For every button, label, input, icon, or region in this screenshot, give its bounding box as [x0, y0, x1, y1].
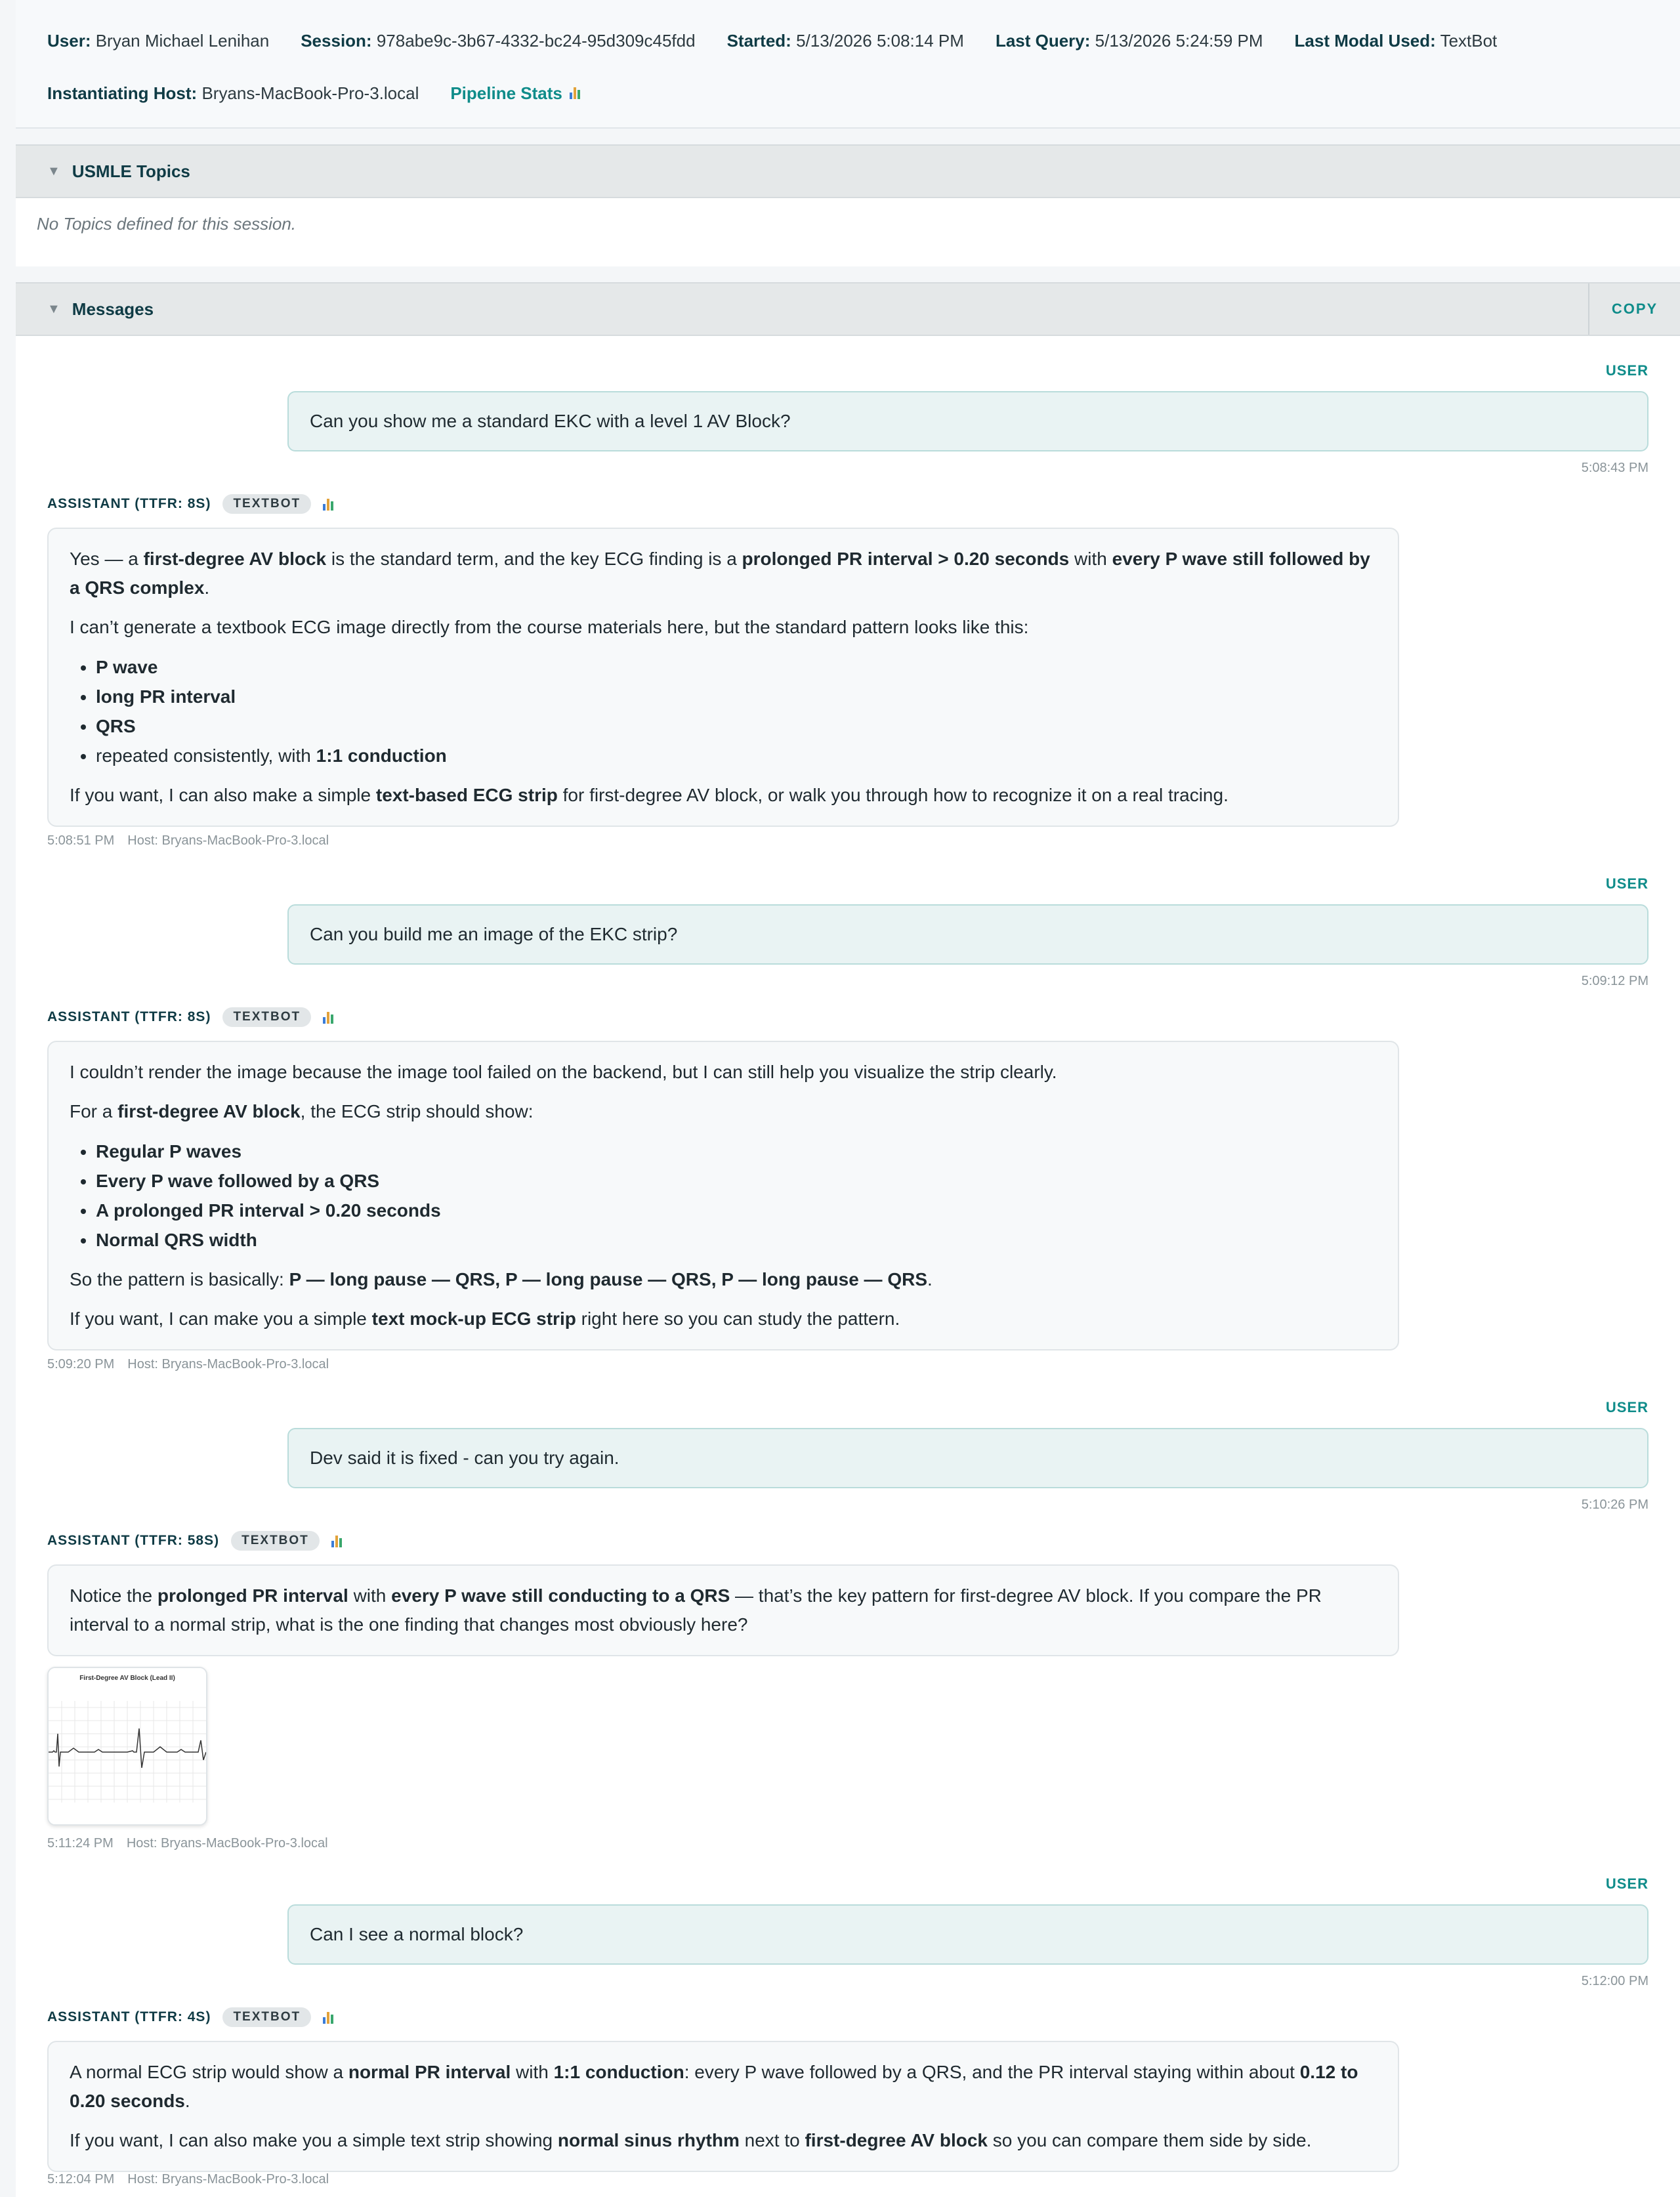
assistant-message-bubble [47, 1041, 1399, 1350]
assistant-label: ASSISTANT (TTFR: 8S) [47, 496, 211, 511]
messages-header[interactable] [16, 282, 1680, 336]
assistant-paragraph: If you want, I can also make a simple text-based ECG strip for first-degree AV block, or walk you through how to recognize it on a real tracing. [70, 785, 1228, 805]
spacer [16, 266, 1680, 282]
ecg-thumb-title: First-Degree AV Block (Lead II) [79, 1675, 175, 1682]
user-message-time: 5:10:26 PM [1581, 1497, 1648, 1512]
assistant-label: ASSISTANT (TTFR: 4S) [47, 2009, 211, 2024]
ecg-strip-image [49, 1668, 206, 1824]
session-info-row-1 [47, 14, 1648, 67]
last-modal-label: Last Modal Used: [1294, 30, 1436, 51]
assistant-host: Host: Bryans-MacBook-Pro-3.local [126, 1836, 328, 1851]
list-item: • QRS [96, 711, 1377, 741]
last-modal-info [1295, 31, 1498, 51]
session-page [16, 0, 1680, 2197]
assistant-meta [47, 833, 329, 848]
assistant-message-bubble [47, 1564, 1399, 1656]
user-message-text: Can I see a normal block? [310, 1924, 524, 1944]
session-info-row-2 [47, 67, 1648, 119]
assistant-time: 5:12:04 PM [47, 2172, 115, 2187]
textbot-badge: TEXTBOT [222, 494, 311, 514]
user-message-label: USER [1605, 1399, 1648, 1415]
assistant-paragraph: If you want, I can also make you a simple text strip showing normal sinus rhythm next to first-degree AV block so you can compare them side by side. [70, 2130, 1312, 2150]
user-message-label: USER [1605, 362, 1648, 379]
usmle-topics-header[interactable] [16, 144, 1680, 198]
bar-chart-icon[interactable] [331, 1534, 343, 1547]
assistant-meta [47, 1357, 329, 1372]
assistant-list [70, 1137, 1377, 1255]
user-message-bubble [287, 1428, 1648, 1488]
user-message-text: Dev said it is fixed - can you try again. [310, 1448, 620, 1468]
started-info [727, 31, 964, 51]
user-message-bubble [287, 391, 1648, 451]
assistant-time: 5:09:20 PM [47, 1357, 115, 1371]
list-item: • A prolonged PR interval > 0.20 seconds [96, 1196, 1377, 1225]
collapse-triangle-icon: ▼ [47, 301, 60, 316]
assistant-host: Host: Bryans-MacBook-Pro-3.local [127, 833, 329, 848]
assistant-message-header [47, 491, 335, 517]
textbot-badge: TEXTBOT [222, 1007, 311, 1027]
assistant-list [70, 652, 1377, 770]
list-item: • P wave [96, 652, 1377, 682]
messages-title: Messages [72, 299, 154, 319]
list-item: • long PR interval [96, 682, 1377, 711]
pipeline-stats-label: Pipeline Stats [450, 83, 562, 103]
spacer [16, 129, 1680, 144]
bar-chart-icon[interactable] [323, 497, 335, 511]
textbot-badge: TEXTBOT [231, 1531, 320, 1551]
user-message-time: 5:08:43 PM [1581, 461, 1648, 475]
user-message-time: 5:09:12 PM [1581, 974, 1648, 988]
assistant-paragraph: Yes — a first-degree AV block is the standard term, and the key ECG finding is a prolonged PR interval > 0.20 seconds with every P wave still followed by a QRS complex. [70, 549, 1370, 598]
session-info [301, 31, 695, 51]
assistant-message-header [47, 1528, 343, 1554]
bar-chart-icon[interactable] [323, 2011, 335, 2024]
assistant-message-header [47, 2004, 335, 2030]
copy-button[interactable]: COPY [1588, 283, 1680, 335]
session-info-panel [16, 0, 1680, 129]
assistant-paragraph: I couldn’t render the image because the image tool failed on the backend, but I can still help you visualize the strip clearly. [70, 1062, 1057, 1082]
assistant-time: 5:08:51 PM [47, 833, 115, 848]
user-message-text: Can you build me an image of the EKC strip? [310, 924, 678, 944]
session-value: 978abe9c-3b67-4332-bc24-95d309c45fdd [376, 30, 696, 51]
ecg-image-thumbnail[interactable] [47, 1667, 207, 1826]
last-query-info [996, 31, 1263, 51]
session-label: Session: [301, 30, 372, 51]
assistant-message-bubble [47, 528, 1399, 827]
user-message-text: Can you show me a standard EKC with a level 1 AV Block? [310, 411, 791, 431]
bar-chart-icon[interactable] [323, 1011, 335, 1024]
user-message-bubble [287, 904, 1648, 965]
assistant-paragraph: A normal ECG strip would show a normal PR interval with 1:1 conduction: every P wave followed by a QRS, and the PR interval staying within about 0.12 to 0.20 seconds. [70, 2062, 1358, 2111]
started-label: Started: [726, 30, 791, 51]
user-message-label: USER [1605, 1875, 1648, 1892]
assistant-meta [47, 2172, 329, 2187]
assistant-paragraph: If you want, I can make you a simple text mock-up ECG strip right here so you can study the pattern. [70, 1308, 900, 1329]
list-item: • repeated consistently, with 1:1 conduction [96, 741, 1377, 770]
assistant-label: ASSISTANT (TTFR: 8S) [47, 1009, 211, 1024]
collapse-triangle-icon: ▼ [47, 163, 60, 178]
assistant-paragraph: So the pattern is basically: P — long pause — QRS, P — long pause — QRS, P — long pause — QRS. [70, 1269, 933, 1289]
started-value: 5/13/2026 5:08:14 PM [796, 30, 964, 51]
user-message-time: 5:12:00 PM [1581, 1974, 1648, 1988]
textbot-badge: TEXTBOT [222, 2007, 311, 2027]
assistant-paragraph: Notice the prolonged PR interval with every P wave still conducting to a QRS — that’s the key pattern for first-degree AV block. If you compare the PR interval to a normal strip, what is the one finding that changes most obviously here? [70, 1585, 1322, 1635]
host-value: Bryans-MacBook-Pro-3.local [201, 83, 419, 103]
last-query-label: Last Query: [995, 30, 1091, 51]
assistant-message-bubble [47, 2041, 1399, 2172]
list-item: • Every P wave followed by a QRS [96, 1166, 1377, 1196]
no-topics-text: No Topics defined for this session. [37, 214, 297, 234]
assistant-paragraph: For a first-degree AV block, the ECG strip should show: [70, 1101, 534, 1121]
host-info [47, 83, 419, 104]
assistant-label: ASSISTANT (TTFR: 58S) [47, 1533, 220, 1548]
host-label: Instantiating Host: [47, 83, 198, 103]
assistant-meta [47, 1836, 328, 1851]
list-item: • Normal QRS width [96, 1225, 1377, 1255]
user-label: User: [47, 30, 91, 51]
assistant-host: Host: Bryans-MacBook-Pro-3.local [127, 2172, 329, 2187]
message-list [16, 336, 1680, 2197]
usmle-topics-title: USMLE Topics [72, 161, 190, 181]
user-message-label: USER [1605, 875, 1648, 892]
user-value: Bryan Michael Lenihan [95, 30, 270, 51]
bar-chart-icon [570, 86, 581, 99]
assistant-host: Host: Bryans-MacBook-Pro-3.local [127, 1357, 329, 1371]
assistant-time: 5:11:24 PM [47, 1836, 114, 1851]
pipeline-stats-link[interactable] [450, 83, 581, 104]
last-modal-value: TextBot [1440, 30, 1498, 51]
user-message-bubble [287, 1904, 1648, 1965]
last-query-value: 5/13/2026 5:24:59 PM [1095, 30, 1263, 51]
user-info [47, 31, 269, 51]
assistant-message-header [47, 1004, 335, 1030]
assistant-paragraph: I can’t generate a textbook ECG image directly from the course materials here, but the standard pattern looks like this: [70, 617, 1029, 637]
list-item: • Regular P waves [96, 1137, 1377, 1166]
